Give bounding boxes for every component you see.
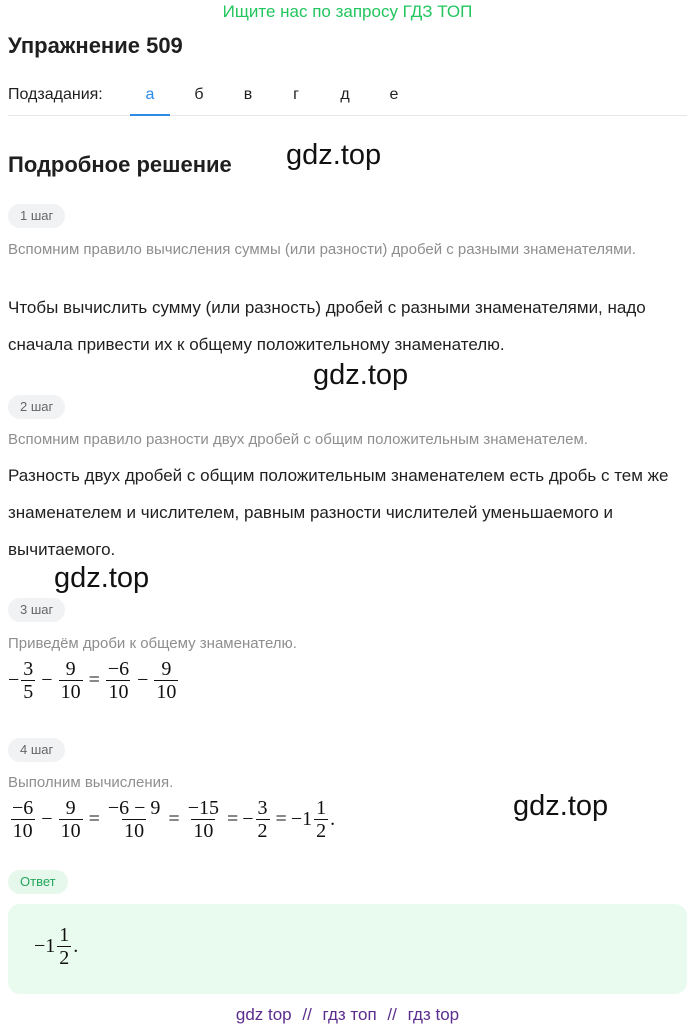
equals-sign: = [88, 808, 100, 830]
watermark: gdz.top [513, 790, 609, 822]
fraction: $\frac{3}{2}$ [257, 797, 268, 842]
equals-sign: = [275, 808, 287, 830]
fraction: $\frac{9}{10}$ [60, 797, 81, 842]
fraction: $\frac{-6}{10}$ [107, 658, 130, 703]
footer-separator: // [387, 1005, 397, 1024]
whole-part: −1 [290, 808, 313, 830]
period: . [73, 935, 79, 957]
footer-link[interactable]: gdz top [235, 1005, 292, 1024]
operator: − [41, 808, 53, 830]
footer-link[interactable]: гдз топ [322, 1005, 377, 1024]
step-badge: 3 шаг [8, 598, 65, 622]
watermark: gdz.top [286, 139, 382, 171]
whole-part: −1 [34, 935, 56, 957]
step-formula [8, 658, 180, 703]
fraction: $\frac{3}{5}$ [23, 658, 34, 703]
answer-box [8, 904, 687, 994]
step-badge: 4 шаг [8, 738, 65, 762]
fraction: $\frac{1}{2}$ [59, 924, 70, 969]
equals-sign: = [88, 669, 100, 691]
tab-subtask-a[interactable]: а [130, 86, 170, 116]
step-formula [8, 797, 335, 842]
minus-sign: − [242, 808, 254, 830]
period: . [330, 808, 336, 830]
watermark: gdz.top [313, 359, 409, 391]
fraction: $\frac{-6}{10}$ [12, 797, 34, 842]
footer-link[interactable]: гдз top [407, 1005, 460, 1024]
equals-sign: = [226, 808, 239, 830]
search-banner: Ищите нас по запросу ГДЗ ТОП [222, 2, 473, 21]
equals-sign: = [168, 808, 180, 830]
watermark: gdz.top [54, 562, 150, 594]
fraction: $\frac{-6 - 9}{10}$ [107, 797, 161, 842]
step-text: Чтобы вычислить сумму (или разность) дробей с разными знаменателями, надо сначала привести их к общему положительному знаменателю. [8, 298, 646, 354]
footer-links [0, 1005, 695, 1025]
fraction: $\frac{9}{10}$ [60, 658, 81, 703]
tab-subtask-v[interactable]: в [243, 86, 253, 103]
answer-badge: Ответ [8, 870, 68, 894]
minus-sign: − [8, 669, 20, 691]
step-hint: Вспомним правило разности двух дробей с общим положительным знаменателем. [8, 431, 588, 448]
step-hint: Выполним вычисления. [8, 774, 174, 791]
subtasks-label: Подзадания: [8, 86, 103, 103]
tab-subtask-e[interactable]: е [389, 86, 399, 103]
fraction: $\frac{9}{10}$ [156, 658, 177, 703]
answer-formula [34, 924, 78, 969]
operator: − [137, 669, 149, 691]
step-hint: Вспомним правило вычисления суммы (или разности) дробей с разными знаменателями. [8, 241, 636, 258]
page-title: Упражнение 509 [8, 33, 183, 58]
subtasks-tabs [8, 86, 687, 116]
fraction: $\frac{1}{2}$ [316, 797, 327, 842]
tab-subtask-d[interactable]: д [340, 86, 350, 103]
solution-heading: Подробное решение [8, 152, 232, 177]
step-badge: 2 шаг [8, 395, 65, 419]
fraction: $\frac{-15}{10}$ [187, 797, 219, 842]
operator: − [41, 669, 53, 691]
footer-separator: // [302, 1005, 312, 1024]
step-badge: 1 шаг [8, 204, 65, 228]
step-text: Разность двух дробей с общим положительным знаменателем есть дробь с тем же знаменателем и числителем, равным разности числителей уменьшаемого и вычитаемого. [8, 466, 669, 559]
tab-subtask-b[interactable]: б [194, 86, 204, 103]
step-hint: Приведём дроби к общему знаменателю. [8, 635, 297, 652]
tab-subtask-g[interactable]: г [293, 86, 299, 103]
